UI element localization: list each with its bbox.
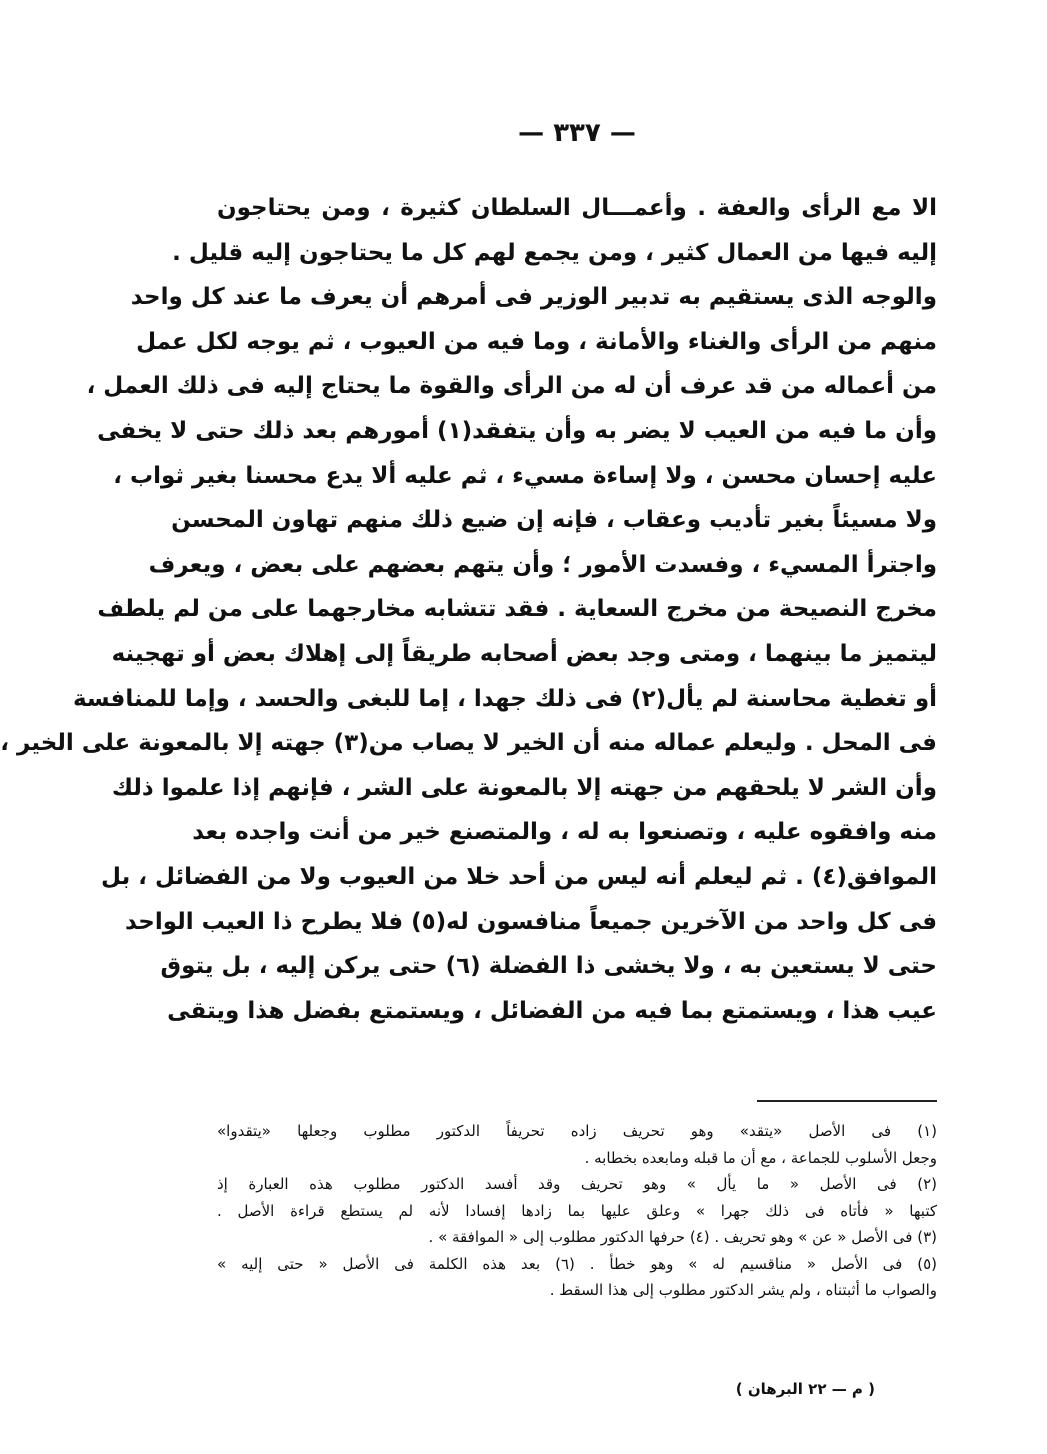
body-line: الموافق(٤) . ثم ليعلم أنه ليس من أحد خلا من العيوب ولا من الفضائل ، بل	[101, 863, 937, 890]
body-text	[0, 186, 937, 1033]
signature-mark: ( م — ٢٢ البرهان )	[735, 1380, 875, 1398]
footnote-line: (٥) فى الأصل « مناقسيم له » وهو خطأ . (٦) بعد هذه الكلمة فى الأصل « حتى إليه »	[217, 1254, 937, 1273]
body-line: أو تغطية محاسنة لم يأل(٢) فى ذلك جهدا ، إما للبغى والحسد ، وإما للمنافسة	[72, 685, 937, 712]
body-line: من أعماله من قد عرف أن له من الرأى والقوة ما يحتاج إليه فى ذلك العمل ،	[86, 373, 937, 400]
footnotes	[217, 1118, 937, 1304]
body-line: عليه إحسان محسن ، ولا إساءة مسيء ، ثم عليه ألا يدع محسنا بغير ثواب ،	[113, 462, 937, 489]
footnote-line: (١) فى الأصل «يتقد» وهو تحريف زاده تحريفاً الدكتور مطلوب وجعلها «يتقدوا»	[217, 1122, 937, 1140]
body-line: ولا مسيئاً بغير تأديب وعقاب ، فإنه إن ضيع ذلك منهم تهاون المحسن	[171, 507, 937, 534]
body-line: فى المحل . وليعلم عماله منه أن الخير لا يصاب من(٣) جهته إلا بالمعونة على الخير ،	[0, 730, 937, 757]
body-line: وأن الشر لا يلحقهم من جهته إلا بالمعونة على الشر ، فإنهم إذا علموا ذلك	[111, 774, 937, 801]
footnote-line: (٢) فى الأصل « ما يأل » وهو تحريف وقد أفسد الدكتور مطلوب هذه العبارة إذ	[217, 1175, 937, 1193]
footnote-line: وجعل الأسلوب للجماعة ، مع أن ما قبله ومابعده بخطابه .	[584, 1148, 937, 1167]
body-line: إليه فيها من العمال كثير ، ومن يجمع لهم كل ما يحتاجون إليه قليل .	[172, 239, 937, 266]
body-line: وأن ما فيه من العيب لا يضر به وأن يتفقد(١) أمورهم بعد ذلك حتى لا يخفى	[97, 417, 937, 444]
body-line: واجترأ المسيء ، وفسدت الأمور ؛ وأن يتهم بعضهم على بعض ، ويعرف	[148, 551, 937, 578]
body-line: الا مع الرأى والعفة . وأعمـــال السلطان كثيرة ، ومن يحتاجون	[217, 195, 937, 221]
footnote-line: (٣) فى الأصل « عن » وهو تحريف . (٤) حرفها الدكتور مطلوب إلى « الموافقة » .	[428, 1228, 937, 1246]
page-number: — ٣٣٧ —	[518, 118, 636, 148]
footnote-line: والصواب ما أثبتناه ، ولم يشر الدكتور مطلوب إلى هذا السقط .	[549, 1281, 937, 1299]
body-line: حتى لا يستعين به ، ولا يخشى ذا الفضلة (٦) حتى يركن إليه ، بل يتوق	[160, 953, 937, 980]
body-line: منهم من الرأى والغناء والأمانة ، وما فيه من العيوب ، ثم يوجه لكل عمل	[136, 328, 937, 355]
body-line: فى كل واحد من الآخرين جميعاً منافسون له(٥) فلا يطرح ذا العيب الواحد	[124, 908, 937, 935]
footnote-divider	[757, 1100, 937, 1102]
body-line: ليتميز ما بينهما ، ومتى وجد بعض أصحابه طريقاً إلى إهلاك بعض أو تهجينه	[111, 640, 937, 667]
body-line: والوجه الذى يستقيم به تدبير الوزير فى أمرهم أن يعرف ما عند كل واحد	[130, 284, 937, 311]
body-line: عيب هذا ، ويستمتع بما فيه من الفضائل ، ويستمتع بفضل هذا ويتقى	[167, 997, 937, 1024]
body-line: منه وافقوه عليه ، وتصنعوا به له ، والمتصنع خير من أنت واجده بعد	[192, 819, 937, 846]
footnote-line: كتبها « فأتاه فى ذلك جهرا » وعلق عليها بما زادها إفسادا لأنه لم يستطع قراءة الأصل .	[217, 1201, 937, 1220]
body-line: مخرج النصيحة من مخرج السعاية . فقد تتشابه مخارجهما على من لم يلطف	[97, 596, 937, 623]
